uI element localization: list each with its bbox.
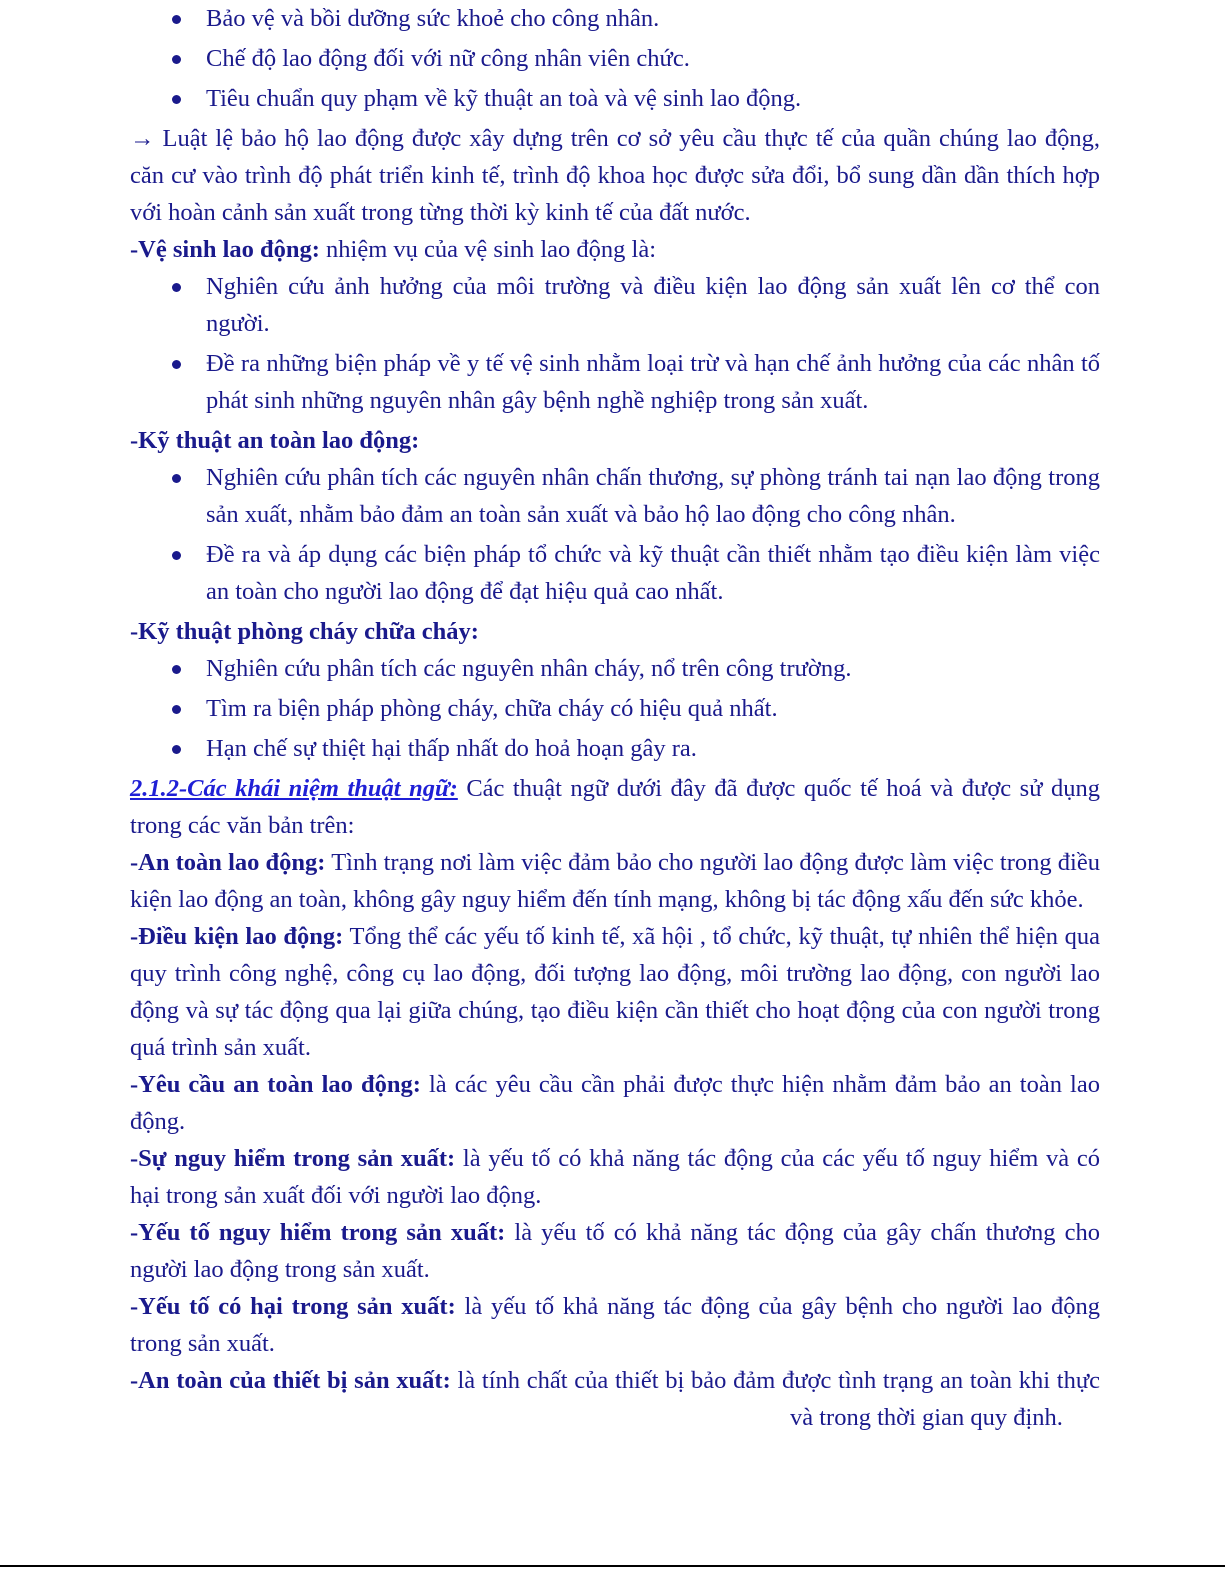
list-item: Tiêu chuẩn quy phạm về kỹ thuật an toà và vệ sinh lao động. [206, 80, 1100, 117]
list-item: Nghiên cứu ảnh hưởng của môi trường và điều kiện lao động sản xuất lên cơ thể con người. [206, 268, 1100, 342]
term-paragraph [130, 1140, 1100, 1214]
ve-sinh-heading: -Vệ sinh lao động: [130, 236, 320, 263]
term-definition-start: là tính chất của thiết bị bảo đảm được tình trạng an toàn khi thực [450, 1367, 1100, 1394]
list-item: Đề ra và áp dụng các biện pháp tổ chức và kỹ thuật cần thiết nhằm tạo điều kiện làm việc an toàn cho người lao động để đạt hiệu quả cao nhất. [206, 536, 1100, 610]
ve-sinh-paragraph [130, 231, 1100, 268]
term-definition: Tình trạng nơi làm việc đảm bảo cho người lao động được làm việc trong điều kiện lao động an toàn, không gây nguy hiểm đến tính mạng, không bị tác động xấu đến sức khỏe. [130, 849, 1100, 913]
list-item: Nghiên cứu phân tích các nguyên nhân chấn thương, sự phòng tránh tai nạn lao động trong sản xuất, nhằm bảo đảm an toàn sản xuất và bảo hộ lao động cho công nhân. [206, 459, 1100, 533]
ve-sinh-text: nhiệm vụ của vệ sinh lao động là: [319, 236, 657, 263]
conclusion-paragraph: → Luật lệ bảo hộ lao động được xây dựng trên cơ sở yêu cầu thực tế của quần chúng lao động, căn cư vào trình độ phát triển kinh tế, trình độ khoa học được sửa đổi, bổ sung dần dần thích hợp với hoàn cảnh sản xuất trong từng thời kỳ kinh tế của đất nước. [130, 125, 1100, 226]
term-name: -Yếu tố có hại trong sản xuất: [130, 1293, 456, 1320]
term-definition: là các yêu cầu cần phải được thực hiện nhằm đảm bảo an toàn lao động. [130, 1071, 1100, 1135]
ve-sinh-bullet-list [130, 268, 1100, 419]
term-paragraph [130, 1288, 1100, 1362]
term-definition-end: và trong thời [790, 1404, 916, 1431]
document-page [130, 0, 1100, 1436]
pccc-bullet-list [130, 650, 1100, 767]
list-item: Bảo vệ và bồi dưỡng sức khoẻ cho công nhân. [206, 0, 1100, 37]
list-item: Đề ra những biện pháp về y tế vệ sinh nhằm loại trừ và hạn chế ảnh hưởng của các nhân tố phát sinh những nguyên nhân gây bệnh nghề nghiệp trong sản xuất. [206, 345, 1100, 419]
page-bottom-rule [0, 1565, 1225, 1567]
section-heading: 2.1.2-Các khái niệm thuật ngữ: [130, 775, 458, 802]
term-name: -An toàn lao động: [130, 849, 326, 876]
term-paragraph [130, 1214, 1100, 1288]
list-item: Hạn chế sự thiệt hại thấp nhất do hoả hoạn gây ra. [206, 730, 1100, 767]
ky-thuat-heading: -Kỹ thuật an toàn lao động: [130, 427, 420, 454]
term-name: -Điều kiện lao động: [130, 923, 344, 950]
ky-thuat-bullet-list [130, 459, 1100, 610]
term-definition: là yếu tố khả năng tác động của gây bệnh cho người lao động trong sản xuất. [130, 1293, 1101, 1357]
term-definition: Tổng thể các yếu tố kinh tế, xã hội , tổ chức, kỹ thuật, tự nhiên thể hiện qua quy trình công nghệ, công cụ lao động, đối tượng lao động, môi trường lao động, con người lao động và sự tác động qua lại giữa chúng, tạo điều kiện cần thiết cho hoạt động của con người trong quá trình sản xuất. [130, 923, 1100, 1061]
list-item: Chế độ lao động đối với nữ công nhân viên chức. [206, 40, 1100, 77]
pccc-heading: -Kỹ thuật phòng cháy chữa cháy: [130, 618, 479, 645]
term-name: -Yếu tố nguy hiểm trong sản xuất: [130, 1219, 506, 1246]
term-paragraph [130, 918, 1100, 1066]
section-paragraph [130, 770, 1100, 844]
top-bullet-list [130, 0, 1100, 117]
term-definition-last: gian quy định. [922, 1404, 1063, 1431]
term-definition: là yếu tố có khả năng tác động của các yếu tố nguy hiểm và có hại trong sản xuất đối với người lao động. [130, 1145, 1100, 1209]
section-text: Các thuật ngữ dưới đây đã được quốc tế hoá và được sử dụng trong các văn bản trên: [130, 775, 1101, 839]
list-item: Tìm ra biện pháp phòng cháy, chữa cháy có hiệu quả nhất. [206, 690, 1100, 727]
term-name: -Sự nguy hiểm trong sản xuất: [130, 1145, 456, 1172]
term-definition: là yếu tố có khả năng tác động của gây chấn thương cho người lao động trong sản xuất. [130, 1219, 1101, 1283]
term-name: -Yêu cầu an toàn lao động: [130, 1071, 421, 1098]
term-name: -An toàn của thiết bị sản xuất: [130, 1367, 451, 1394]
term-paragraph [130, 1066, 1100, 1140]
last-term-paragraph [130, 1362, 1100, 1436]
list-item: Nghiên cứu phân tích các nguyên nhân cháy, nổ trên công trường. [206, 650, 1100, 687]
term-paragraph [130, 844, 1100, 918]
